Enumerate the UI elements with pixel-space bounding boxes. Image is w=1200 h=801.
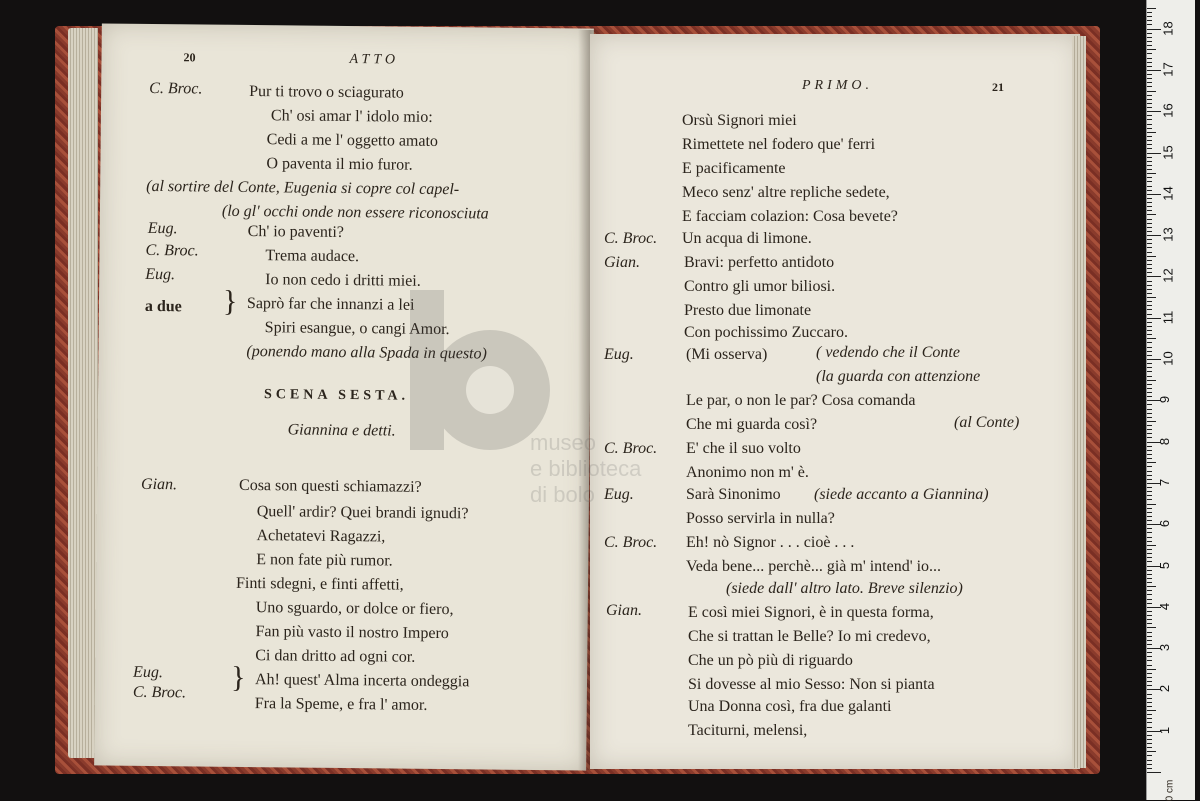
ruler-number: 12 [1160, 268, 1176, 284]
ruler-tick [1147, 367, 1152, 368]
verse-line: E così miei Signori, è in questa forma, [688, 604, 934, 621]
ruler-tick [1147, 623, 1152, 624]
ruler-tick [1147, 557, 1152, 558]
ruler-tick [1147, 429, 1152, 430]
ruler-tick [1147, 735, 1152, 736]
ruler-tick [1147, 128, 1152, 129]
ruler-tick [1147, 276, 1161, 277]
ruler-tick [1147, 433, 1152, 434]
ruler-tick [1147, 330, 1152, 331]
ruler-tick [1147, 95, 1152, 96]
ruler-tick [1147, 144, 1152, 145]
verse-line: E non fate più rumor. [256, 551, 393, 570]
verse-line: Rimettete nel fodero que' ferri [682, 136, 876, 153]
scene-characters: Giannina e detti. [287, 421, 396, 440]
speaker: Gian. [606, 602, 642, 619]
ruler-tick [1147, 169, 1152, 170]
ruler-tick [1147, 475, 1152, 476]
verse-line: Una Donna così, fra due galanti [688, 698, 892, 715]
ruler-tick [1147, 305, 1152, 306]
ruler-tick [1147, 363, 1152, 364]
ruler-tick [1147, 665, 1152, 666]
ruler-tick [1147, 421, 1156, 422]
ruler-tick [1147, 194, 1161, 195]
ruler-tick [1147, 743, 1152, 744]
ruler-tick [1147, 454, 1152, 455]
ruler-tick [1147, 103, 1152, 104]
ruler-tick [1147, 409, 1152, 410]
ruler-tick [1147, 549, 1152, 550]
ruler-tick [1147, 351, 1152, 352]
verse-line: Un acqua di limone. [682, 230, 812, 247]
ruler-tick [1147, 297, 1156, 298]
ruler-tick [1147, 710, 1156, 711]
ruler-tick [1147, 190, 1152, 191]
ruler-tick [1147, 677, 1152, 678]
verse-line: Quell' ardir? Quei brandi ignudi? [256, 503, 469, 523]
stage-direction: (ponendo mano alla Spada in questo) [246, 342, 487, 363]
ruler-tick [1147, 722, 1152, 723]
ruler-tick [1147, 685, 1152, 686]
ruler-number: 13 [1160, 227, 1176, 242]
ruler-tick [1147, 673, 1152, 674]
speaker: a due [144, 297, 182, 316]
ruler-tick [1147, 537, 1152, 538]
ruler-tick [1147, 301, 1152, 302]
ruler-tick [1147, 359, 1161, 360]
ruler-tick [1147, 751, 1156, 752]
ruler-tick [1147, 487, 1152, 488]
ruler-tick [1147, 660, 1152, 661]
ruler-tick [1147, 37, 1152, 38]
ruler-tick [1147, 582, 1152, 583]
verse-line: Saprò far che innanzi a lei [246, 294, 415, 314]
ruler-number: 16 [1160, 103, 1176, 118]
ruler-number: 4 [1157, 602, 1173, 610]
ruler-tick [1147, 755, 1152, 756]
ruler-number: 18 [1160, 20, 1176, 36]
verse-line: E' che il suo volto [686, 440, 801, 457]
ruler-tick [1147, 247, 1152, 248]
ruler-tick [1147, 132, 1156, 133]
verse-line: Ch' osi amar l' idolo mio: [270, 107, 433, 126]
ruler-tick [1147, 594, 1152, 595]
page-edges-right [1072, 36, 1086, 768]
verse-line: Trema audace. [265, 247, 360, 266]
ruler-tick [1147, 636, 1152, 637]
ruler-tick [1147, 252, 1152, 253]
speaker: Eug. [147, 219, 178, 238]
ruler-tick [1147, 107, 1152, 108]
ruler-tick [1147, 619, 1152, 620]
ruler-tick [1147, 165, 1152, 166]
ruler-tick [1147, 652, 1152, 653]
ruler-tick [1147, 210, 1152, 211]
ruler-tick [1147, 446, 1152, 447]
verse-line: (Mi osserva) [686, 346, 768, 363]
ruler-tick [1147, 219, 1152, 220]
ruler-tick [1147, 553, 1152, 554]
ruler-tick [1147, 140, 1152, 141]
ruler-tick [1147, 355, 1152, 356]
ruler-tick [1147, 747, 1152, 748]
ruler-tick [1147, 70, 1161, 71]
ruler-tick [1147, 462, 1156, 463]
ruler-tick [1147, 520, 1152, 521]
ruler-tick [1147, 603, 1152, 604]
ruler-tick [1147, 243, 1152, 244]
ruler-tick [1147, 177, 1152, 178]
speaker: Eug. [133, 663, 163, 682]
speaker: C. Broc. [604, 534, 658, 551]
ruler-tick [1147, 111, 1161, 112]
ruler-tick [1147, 198, 1152, 199]
ruler-tick [1147, 376, 1152, 377]
ruler-tick [1147, 124, 1152, 125]
ruler-number: 10 [1160, 351, 1176, 366]
ruler-tick [1147, 491, 1152, 492]
ruler-tick [1147, 698, 1152, 699]
brace-icon: } [230, 660, 246, 694]
ruler-tick [1147, 627, 1156, 628]
ruler-tick [1147, 136, 1152, 137]
speaker: Gian. [604, 254, 640, 271]
ruler-tick [1147, 458, 1152, 459]
ruler-tick [1147, 417, 1152, 418]
ruler-number: 9 [1157, 396, 1173, 404]
stage-direction: (lo gl' occhi onde non essere riconosciuta [221, 202, 489, 223]
ruler-tick [1147, 396, 1152, 397]
verse-line: O paventa il mio furor. [266, 155, 413, 174]
ruler-tick [1147, 760, 1152, 761]
ruler-tick [1147, 99, 1152, 100]
ruler-tick [1147, 590, 1152, 591]
ruler-tick [1147, 8, 1156, 9]
ruler-tick [1147, 570, 1152, 571]
measurement-ruler [1146, 0, 1195, 800]
ruler-number: 17 [1160, 62, 1176, 77]
ruler-tick [1147, 425, 1152, 426]
verse-line: Ci dan dritto ad ogni cor. [255, 647, 416, 666]
verse-line: Posso servirla in nulla? [686, 510, 835, 527]
ruler-number: 11 [1160, 310, 1176, 324]
ruler-tick [1147, 578, 1152, 579]
ruler-tick [1147, 281, 1152, 282]
stage-direction: ( vedendo che il Conte [816, 344, 960, 361]
ruler-tick [1147, 545, 1156, 546]
brace-icon: } [222, 284, 238, 318]
ruler-tick [1147, 235, 1161, 236]
running-header: PRIMO. [802, 78, 874, 93]
ruler-tick [1147, 714, 1152, 715]
speaker: Gian. [140, 475, 178, 494]
speaker: Eug. [604, 346, 634, 363]
ruler-number: 2 [1157, 685, 1173, 693]
ruler-tick [1147, 16, 1152, 17]
ruler-tick [1147, 681, 1152, 682]
verse-line: Fra la Speme, e fra l' amor. [254, 695, 428, 714]
verse-line: Con pochissimo Zuccaro. [684, 324, 848, 341]
ruler-number: 7 [1157, 478, 1173, 487]
ruler-tick [1147, 309, 1152, 310]
ruler-tick [1147, 115, 1152, 116]
ruler-tick [1147, 161, 1152, 162]
ruler-tick [1147, 739, 1152, 740]
ruler-tick [1147, 413, 1152, 414]
ruler-tick [1147, 214, 1156, 215]
ruler-tick [1147, 66, 1152, 67]
ruler-tick [1147, 33, 1152, 34]
ruler-tick [1147, 326, 1152, 327]
ruler-tick [1147, 53, 1152, 54]
ruler-tick [1147, 727, 1152, 728]
ruler-tick [1147, 541, 1152, 542]
ruler-tick [1147, 479, 1152, 480]
stage-direction: (al Conte) [954, 414, 1020, 431]
ruler-tick [1147, 772, 1161, 773]
ruler-tick [1147, 62, 1152, 63]
speaker: C. Broc. [604, 440, 658, 457]
speaker: C. Broc. [149, 79, 203, 98]
ruler-tick [1147, 74, 1152, 75]
ruler-tick [1147, 264, 1152, 265]
ruler-tick [1147, 272, 1152, 273]
verse-line: Pur ti trovo o sciagurato [249, 82, 404, 102]
stage-direction: (la guarda con attenzione [816, 368, 981, 385]
verse-line: Uno sguardo, or dolce or fiero, [255, 599, 454, 619]
running-header: ATTO [349, 52, 400, 68]
ruler-tick [1147, 78, 1152, 79]
ruler-unit: 0 cm [1164, 779, 1176, 801]
ruler-tick [1147, 86, 1152, 87]
ruler-tick [1147, 512, 1152, 513]
verse-line: Anonimo non m' è. [686, 464, 809, 481]
ruler-number: 5 [1157, 561, 1173, 569]
speaker: C. Broc. [132, 683, 187, 702]
ruler-tick [1147, 186, 1152, 187]
verse-line: Bravi: perfetto antidoto [684, 254, 835, 271]
ruler-tick [1147, 561, 1152, 562]
ruler-tick [1147, 694, 1152, 695]
ruler-tick [1147, 289, 1152, 290]
ruler-tick [1147, 656, 1152, 657]
right-page [590, 34, 1080, 769]
verse-line: Cedi a me l' oggetto amato [266, 131, 439, 150]
ruler-tick [1147, 49, 1156, 50]
verse-line: Ah! quest' Alma incerta ondeggia [254, 671, 470, 691]
ruler-tick [1147, 206, 1152, 207]
verse-line: Presto due limonate [684, 302, 812, 319]
ruler-tick [1147, 285, 1152, 286]
ruler-tick [1147, 508, 1152, 509]
ruler-tick [1147, 342, 1152, 343]
ruler-tick [1147, 41, 1152, 42]
page-number: 21 [992, 80, 1004, 94]
ruler-tick [1147, 574, 1152, 575]
verse-line: Sarà Sinonimo [686, 486, 781, 503]
ruler-tick [1147, 45, 1152, 46]
ruler-tick [1147, 516, 1152, 517]
ruler-number: 3 [1157, 643, 1173, 652]
ruler-tick [1147, 293, 1152, 294]
speaker: Eug. [145, 265, 176, 284]
ruler-tick [1147, 260, 1152, 261]
verse-line: Le par, o non le par? Cosa comanda [686, 392, 916, 409]
verse-line: Fan più vasto il nostro Impero [255, 623, 449, 643]
ruler-tick [1147, 157, 1152, 158]
ruler-tick [1147, 256, 1156, 257]
verse-line: Cosa son questi schiamazzi? [238, 476, 422, 496]
scene-title: SCENA SESTA. [263, 387, 410, 404]
ruler-tick [1147, 768, 1152, 769]
ruler-tick [1147, 12, 1152, 13]
ruler-tick [1147, 148, 1152, 149]
ruler-tick [1147, 499, 1152, 500]
ruler-tick [1147, 471, 1152, 472]
verse-line: Che mi guarda così? [686, 416, 818, 433]
ruler-tick [1147, 644, 1152, 645]
verse-line: Io non cedo i dritti miei. [265, 271, 421, 290]
ruler-number: 6 [1157, 520, 1173, 528]
ruler-tick [1147, 347, 1152, 348]
ruler-tick [1147, 24, 1152, 25]
ruler-tick [1147, 706, 1152, 707]
ruler-tick [1147, 532, 1152, 533]
ruler-tick [1147, 29, 1161, 30]
ruler-tick [1147, 371, 1152, 372]
ruler-tick [1147, 173, 1156, 174]
ruler-tick [1147, 437, 1152, 438]
ruler-tick [1147, 586, 1156, 587]
ruler-number: 1 [1157, 726, 1173, 734]
verse-line: Eh! nò Signor . . . cioè . . . [686, 534, 855, 551]
verse-line: Si dovesse al mio Sesso: Non si pianta [688, 676, 935, 693]
verse-line: Achetatevi Ragazzi, [256, 527, 386, 546]
speaker: Eug. [604, 486, 634, 503]
ruler-tick [1147, 384, 1152, 385]
verse-line: E pacificamente [682, 160, 786, 177]
verse-line: Orsù Signori miei [682, 112, 797, 129]
ruler-tick [1147, 239, 1152, 240]
ruler-number: 8 [1157, 437, 1173, 445]
ruler-tick [1147, 702, 1152, 703]
ruler-tick [1147, 495, 1152, 496]
ruler-tick [1147, 504, 1156, 505]
ruler-tick [1147, 388, 1152, 389]
ruler-number: 14 [1160, 186, 1176, 201]
ruler-tick [1147, 202, 1152, 203]
ruler-tick [1147, 318, 1161, 319]
ruler-tick [1147, 119, 1152, 120]
ruler-tick [1147, 718, 1152, 719]
ruler-tick [1147, 632, 1152, 633]
left-page [94, 23, 594, 770]
ruler-tick [1147, 450, 1152, 451]
ruler-tick [1147, 82, 1152, 83]
speaker: C. Broc. [604, 230, 658, 247]
ruler-tick [1147, 20, 1152, 21]
verse-line: Finti sdegni, e finti affetti, [235, 574, 404, 594]
ruler-tick [1147, 615, 1152, 616]
ruler-tick [1147, 392, 1152, 393]
ruler-tick [1147, 640, 1152, 641]
verse-line: Ch' io paventi? [247, 222, 345, 241]
ruler-tick [1147, 314, 1152, 315]
verse-line: Meco senz' altre repliche sedete, [682, 184, 890, 201]
ruler-tick [1147, 528, 1152, 529]
ruler-tick [1147, 380, 1156, 381]
ruler-number: 15 [1160, 144, 1176, 160]
ruler-tick [1147, 764, 1152, 765]
ruler-tick [1147, 223, 1152, 224]
ruler-tick [1147, 338, 1156, 339]
stage-direction: (siede accanto a Giannina) [814, 486, 989, 503]
ruler-tick [1147, 322, 1152, 323]
ruler-tick [1147, 227, 1152, 228]
verse-line: Che si trattan le Belle? Io mi credevo, [688, 628, 931, 645]
page-edges-left [68, 28, 98, 758]
ruler-tick [1147, 669, 1156, 670]
ruler-tick [1147, 334, 1152, 335]
ruler-tick [1147, 231, 1152, 232]
ruler-tick [1147, 91, 1156, 92]
ruler-tick [1147, 404, 1152, 405]
speaker: C. Broc. [145, 241, 199, 260]
verse-line: Veda bene... perchè... già m' intend' io... [686, 558, 942, 575]
ruler-tick [1147, 466, 1152, 467]
ruler-tick [1147, 268, 1152, 269]
ruler-tick [1147, 58, 1152, 59]
verse-line: E facciam colazion: Cosa bevete? [682, 208, 898, 225]
verse-line: Taciturni, melensi, [688, 722, 808, 739]
page-number: 20 [183, 50, 196, 65]
verse-line: Contro gli umor biliosi. [684, 278, 836, 295]
ruler-tick [1147, 611, 1152, 612]
verse-line: Che un pò più di riguardo [688, 652, 853, 669]
ruler-tick [1147, 599, 1152, 600]
ruler-tick [1147, 153, 1161, 154]
stage-direction: (al sortire del Conte, Eugenia si copre col capel- [146, 177, 460, 199]
verse-line: Spiri esangue, o cangi Amor. [264, 319, 450, 339]
stage-direction: (siede dall' altro lato. Breve silenzio) [726, 580, 963, 597]
ruler-tick [1147, 181, 1152, 182]
